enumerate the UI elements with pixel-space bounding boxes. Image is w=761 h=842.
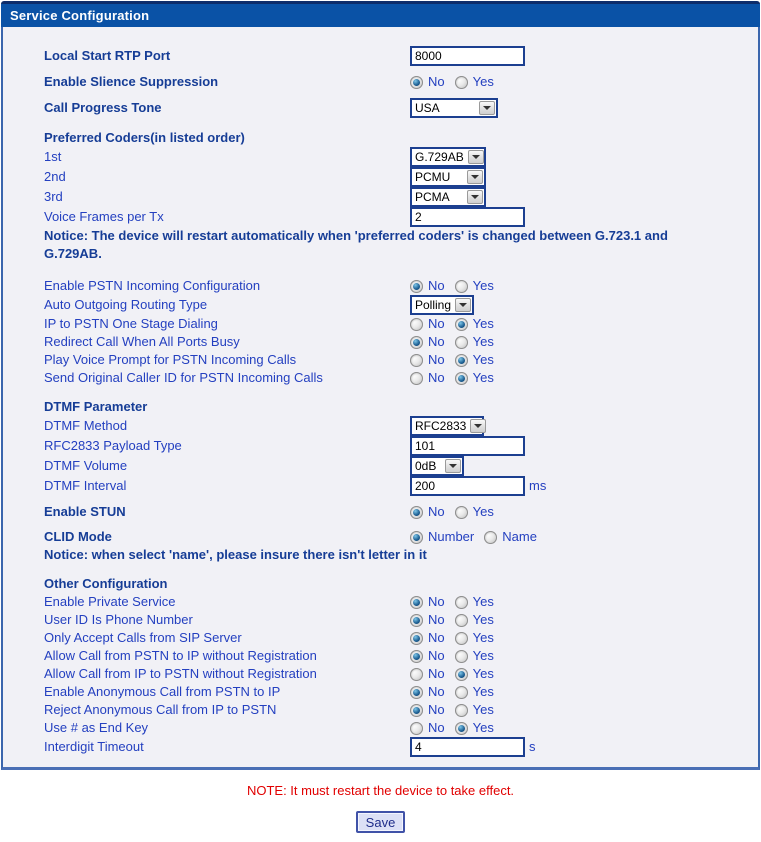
field-label-enable-private-service: Enable Private Service — [44, 594, 176, 609]
field-label-1st: 1st — [44, 149, 62, 164]
field-control-interdigit-timeout — [410, 737, 536, 757]
save-button[interactable]: Save — [356, 811, 406, 833]
field-control-call-progress-tone — [410, 98, 498, 118]
dropdown-arrow-button[interactable] — [455, 298, 471, 312]
row-1st — [3, 147, 758, 167]
row-call-progress-tone — [3, 98, 758, 118]
field-control-user-id-is-phone-number — [410, 611, 504, 629]
redirect-call-when-all-ports-busy-radio-no[interactable] — [410, 336, 423, 349]
field-control-enable-anonymous-call-from-pstn-to-ip — [410, 683, 504, 701]
dtmf-volume-select-value: 0dB — [415, 459, 437, 473]
enable-anonymous-call-from-pstn-to-ip-radio-group — [410, 683, 504, 701]
only-accept-calls-from-sip-server-radio-label-yes: Yes — [472, 630, 494, 645]
field-control-redirect-call-when-all-ports-busy — [410, 333, 504, 351]
field-control-rfc2833-payload-type — [410, 436, 525, 456]
field-label-2nd: 2nd — [44, 169, 66, 184]
send-original-caller-id-for-pstn-incoming-calls-radio-no[interactable] — [410, 372, 423, 385]
row-interdigit-timeout — [3, 737, 758, 757]
row-enable-stun — [3, 503, 758, 521]
dropdown-arrow-button[interactable] — [445, 459, 461, 473]
dtmf-method-select-value: RFC2833 — [415, 419, 467, 433]
enable-private-service-radio-no[interactable] — [410, 596, 423, 609]
field-label-allow-call-from-pstn-to-ip-without-registration: Allow Call from PSTN to IP without Registration — [44, 648, 317, 663]
field-label-dtmf-interval: DTMF Interval — [44, 478, 127, 493]
row-only-accept-calls-from-sip-server — [3, 629, 758, 647]
row-ip-to-pstn-one-stage-dialing — [3, 315, 758, 333]
row-send-original-caller-id-for-pstn-incoming-calls — [3, 369, 758, 387]
row-use-as-end-key — [3, 719, 758, 737]
allow-call-from-pstn-to-ip-without-registration-radio-yes[interactable] — [455, 650, 468, 663]
dtmf-interval-unit-label: ms — [529, 478, 547, 493]
field-control-1st — [410, 147, 486, 167]
3rd-select[interactable] — [410, 187, 486, 207]
section-header-other-configuration — [3, 575, 758, 593]
use-as-end-key-radio-no[interactable] — [410, 722, 423, 735]
field-label-ip-to-pstn-one-stage-dialing: IP to PSTN One Stage Dialing — [44, 316, 218, 331]
enable-anonymous-call-from-pstn-to-ip-radio-no[interactable] — [410, 686, 423, 699]
field-control-clid-mode — [410, 528, 547, 546]
play-voice-prompt-for-pstn-incoming-calls-radio-no[interactable] — [410, 354, 423, 367]
footer — [1, 783, 760, 841]
only-accept-calls-from-sip-server-radio-no[interactable] — [410, 632, 423, 645]
field-label-enable-stun: Enable STUN — [44, 504, 126, 519]
enable-private-service-radio-yes[interactable] — [455, 596, 468, 609]
row-enable-anonymous-call-from-pstn-to-ip — [3, 683, 758, 701]
enable-slience-suppression-radio-no[interactable] — [410, 76, 423, 89]
enable-pstn-incoming-configuration-radio-label-no: No — [428, 278, 445, 293]
enable-stun-radio-group — [410, 503, 504, 521]
field-control-send-original-caller-id-for-pstn-incoming-calls — [410, 369, 504, 387]
enable-private-service-radio-label-yes: Yes — [472, 594, 494, 609]
enable-anonymous-call-from-pstn-to-ip-radio-label-no: No — [428, 684, 445, 699]
clid-mode-radio-label-name: Name — [502, 529, 537, 544]
row-2nd — [3, 167, 758, 187]
row-enable-slience-suppression — [3, 73, 758, 91]
dropdown-arrow-button[interactable] — [467, 170, 483, 184]
field-label-send-original-caller-id-for-pstn-incoming-calls: Send Original Caller ID for PSTN Incoming Calls — [44, 370, 323, 385]
field-control-dtmf-volume — [410, 456, 464, 476]
send-original-caller-id-for-pstn-incoming-calls-radio-label-no: No — [428, 370, 445, 385]
interdigit-timeout-unit-label: s — [529, 739, 536, 754]
chevron-down-icon — [471, 175, 479, 179]
user-id-is-phone-number-radio-label-no: No — [428, 612, 445, 627]
ip-to-pstn-one-stage-dialing-radio-no[interactable] — [410, 318, 423, 331]
field-label-play-voice-prompt-for-pstn-incoming-calls: Play Voice Prompt for PSTN Incoming Calls — [44, 352, 297, 367]
redirect-call-when-all-ports-busy-radio-label-no: No — [428, 334, 445, 349]
call-progress-tone-select-value: USA — [415, 101, 440, 115]
use-as-end-key-radio-label-yes: Yes — [472, 720, 494, 735]
field-label-enable-slience-suppression: Enable Slience Suppression — [44, 74, 219, 89]
notice-notice-when-select-name-please-insure-there-isn-t-letter-in-it — [3, 546, 758, 564]
row-user-id-is-phone-number — [3, 611, 758, 629]
call-progress-tone-select[interactable] — [410, 98, 498, 118]
page-title: Service Configuration — [10, 8, 150, 23]
allow-call-from-pstn-to-ip-without-registration-radio-label-no: No — [428, 648, 445, 663]
reject-anonymous-call-from-ip-to-pstn-radio-group — [410, 701, 504, 719]
field-control-enable-stun — [410, 503, 504, 521]
only-accept-calls-from-sip-server-radio-label-no: No — [428, 630, 445, 645]
enable-private-service-radio-group — [410, 593, 504, 611]
enable-slience-suppression-radio-yes[interactable] — [455, 76, 468, 89]
notice-text: Notice: when select 'name', please insure there isn't letter in it — [44, 547, 427, 562]
restart-note: NOTE: It must restart the device to take effect. — [246, 783, 515, 798]
field-control-play-voice-prompt-for-pstn-incoming-calls — [410, 351, 504, 369]
enable-pstn-incoming-configuration-radio-group — [410, 277, 504, 295]
ip-to-pstn-one-stage-dialing-radio-yes[interactable] — [455, 318, 468, 331]
enable-anonymous-call-from-pstn-to-ip-radio-yes[interactable] — [455, 686, 468, 699]
play-voice-prompt-for-pstn-incoming-calls-radio-group — [410, 351, 504, 369]
use-as-end-key-radio-label-no: No — [428, 720, 445, 735]
row-3rd — [3, 187, 758, 207]
field-label-user-id-is-phone-number: User ID Is Phone Number — [44, 612, 193, 627]
redirect-call-when-all-ports-busy-radio-label-yes: Yes — [472, 334, 494, 349]
field-control-allow-call-from-ip-to-pstn-without-registration — [410, 665, 504, 683]
allow-call-from-ip-to-pstn-without-registration-radio-group — [410, 665, 504, 683]
form-rows — [3, 46, 758, 757]
enable-anonymous-call-from-pstn-to-ip-radio-label-yes: Yes — [472, 684, 494, 699]
field-label-clid-mode: CLID Mode — [44, 529, 112, 544]
field-label-interdigit-timeout: Interdigit Timeout — [44, 739, 144, 754]
field-control-enable-private-service — [410, 593, 504, 611]
dtmf-method-select[interactable] — [410, 416, 484, 436]
field-label-call-progress-tone: Call Progress Tone — [44, 100, 162, 115]
enable-stun-radio-yes[interactable] — [455, 506, 468, 519]
allow-call-from-ip-to-pstn-without-registration-radio-label-no: No — [428, 666, 445, 681]
chevron-down-icon — [474, 424, 482, 428]
ip-to-pstn-one-stage-dialing-radio-group — [410, 315, 504, 333]
dropdown-arrow-button[interactable] — [468, 150, 484, 164]
section-header-dtmf-parameter — [3, 398, 758, 416]
row-enable-pstn-incoming-configuration — [3, 277, 758, 295]
field-control-voice-frames-per-tx — [410, 207, 525, 227]
row-clid-mode — [3, 528, 758, 546]
2nd-select-value: PCMU — [415, 170, 451, 184]
local-start-rtp-port-input[interactable] — [410, 46, 525, 66]
field-control-local-start-rtp-port — [410, 46, 525, 66]
field-label-allow-call-from-ip-to-pstn-without-registration: Allow Call from IP to PSTN without Registration — [44, 666, 317, 681]
user-id-is-phone-number-radio-group — [410, 611, 504, 629]
row-dtmf-volume — [3, 456, 758, 476]
chevron-down-icon — [483, 106, 491, 110]
field-label-enable-pstn-incoming-configuration: Enable PSTN Incoming Configuration — [44, 278, 261, 293]
clid-mode-radio-label-number: Number — [428, 529, 475, 544]
field-control-3rd — [410, 187, 486, 207]
enable-stun-radio-label-yes: Yes — [472, 504, 494, 519]
clid-mode-radio-group — [410, 528, 547, 546]
enable-slience-suppression-radio-group — [410, 73, 504, 91]
field-control-dtmf-method — [410, 416, 484, 436]
enable-slience-suppression-radio-label-yes: Yes — [472, 74, 494, 89]
field-label-3rd: 3rd — [44, 189, 63, 204]
row-rfc2833-payload-type — [3, 436, 758, 456]
row-dtmf-method — [3, 416, 758, 436]
user-id-is-phone-number-radio-no[interactable] — [410, 614, 423, 627]
field-label-voice-frames-per-tx: Voice Frames per Tx — [44, 209, 164, 224]
rfc2833-payload-type-input[interactable] — [410, 436, 525, 456]
allow-call-from-pstn-to-ip-without-registration-radio-no[interactable] — [410, 650, 423, 663]
reject-anonymous-call-from-ip-to-pstn-radio-label-no: No — [428, 702, 445, 717]
redirect-call-when-all-ports-busy-radio-group — [410, 333, 504, 351]
enable-pstn-incoming-configuration-radio-no[interactable] — [410, 280, 423, 293]
allow-call-from-ip-to-pstn-without-registration-radio-label-yes: Yes — [472, 666, 494, 681]
allow-call-from-ip-to-pstn-without-registration-radio-no[interactable] — [410, 668, 423, 681]
row-redirect-call-when-all-ports-busy — [3, 333, 758, 351]
field-label-local-start-rtp-port: Local Start RTP Port — [44, 48, 171, 63]
clid-mode-radio-number[interactable] — [410, 531, 423, 544]
allow-call-from-pstn-to-ip-without-registration-radio-group — [410, 647, 504, 665]
row-allow-call-from-ip-to-pstn-without-registration — [3, 665, 758, 683]
enable-stun-radio-label-no: No — [428, 504, 445, 519]
chevron-down-icon — [472, 155, 480, 159]
dropdown-arrow-button[interactable] — [467, 190, 483, 204]
field-control-use-as-end-key — [410, 719, 504, 737]
field-label-rfc2833-payload-type: RFC2833 Payload Type — [44, 438, 182, 453]
send-original-caller-id-for-pstn-incoming-calls-radio-label-yes: Yes — [472, 370, 494, 385]
chevron-down-icon — [449, 464, 457, 468]
1st-select[interactable] — [410, 147, 486, 167]
auto-outgoing-routing-type-select[interactable] — [410, 295, 474, 315]
dropdown-arrow-button[interactable] — [470, 419, 486, 433]
enable-private-service-radio-label-no: No — [428, 594, 445, 609]
dtmf-interval-input[interactable] — [410, 476, 525, 496]
redirect-call-when-all-ports-busy-radio-yes[interactable] — [455, 336, 468, 349]
allow-call-from-ip-to-pstn-without-registration-radio-yes[interactable] — [455, 668, 468, 681]
row-voice-frames-per-tx — [3, 207, 758, 227]
row-auto-outgoing-routing-type — [3, 295, 758, 315]
row-reject-anonymous-call-from-ip-to-pstn — [3, 701, 758, 719]
section-title: Other Configuration — [44, 576, 168, 591]
play-voice-prompt-for-pstn-incoming-calls-radio-label-yes: Yes — [472, 352, 494, 367]
ip-to-pstn-one-stage-dialing-radio-label-no: No — [428, 316, 445, 331]
notice-text: Notice: The device will restart automatically when 'preferred coders' is changed between G.723.1 and G.729AB. — [44, 228, 668, 261]
section-title: DTMF Parameter — [44, 399, 148, 414]
field-label-use-as-end-key: Use # as End Key — [44, 720, 149, 735]
field-control-auto-outgoing-routing-type — [410, 295, 474, 315]
service-configuration-panel — [1, 27, 760, 770]
enable-stun-radio-no[interactable] — [410, 506, 423, 519]
allow-call-from-pstn-to-ip-without-registration-radio-label-yes: Yes — [472, 648, 494, 663]
field-control-allow-call-from-pstn-to-ip-without-registration — [410, 647, 504, 665]
only-accept-calls-from-sip-server-radio-group — [410, 629, 504, 647]
field-control-reject-anonymous-call-from-ip-to-pstn — [410, 701, 504, 719]
only-accept-calls-from-sip-server-radio-yes[interactable] — [455, 632, 468, 645]
use-as-end-key-radio-yes[interactable] — [455, 722, 468, 735]
section-header-preferred-coders-in-listed-order — [3, 129, 758, 147]
enable-slience-suppression-radio-label-no: No — [428, 74, 445, 89]
use-as-end-key-radio-group — [410, 719, 504, 737]
clid-mode-radio-name[interactable] — [484, 531, 497, 544]
voice-frames-per-tx-input[interactable] — [410, 207, 525, 227]
section-title: Preferred Coders(in listed order) — [44, 130, 245, 145]
user-id-is-phone-number-radio-label-yes: Yes — [472, 612, 494, 627]
row-allow-call-from-pstn-to-ip-without-registration — [3, 647, 758, 665]
play-voice-prompt-for-pstn-incoming-calls-radio-yes[interactable] — [455, 354, 468, 367]
chevron-down-icon — [459, 303, 467, 307]
field-label-enable-anonymous-call-from-pstn-to-ip: Enable Anonymous Call from PSTN to IP — [44, 684, 281, 699]
reject-anonymous-call-from-ip-to-pstn-radio-label-yes: Yes — [472, 702, 494, 717]
field-control-2nd — [410, 167, 486, 187]
auto-outgoing-routing-type-select-value: Polling — [415, 298, 452, 312]
field-label-redirect-call-when-all-ports-busy: Redirect Call When All Ports Busy — [44, 334, 240, 349]
field-control-ip-to-pstn-one-stage-dialing — [410, 315, 504, 333]
play-voice-prompt-for-pstn-incoming-calls-radio-label-no: No — [428, 352, 445, 367]
row-enable-private-service — [3, 593, 758, 611]
chevron-down-icon — [471, 195, 479, 199]
field-label-auto-outgoing-routing-type: Auto Outgoing Routing Type — [44, 297, 208, 312]
ip-to-pstn-one-stage-dialing-radio-label-yes: Yes — [472, 316, 494, 331]
field-control-enable-pstn-incoming-configuration — [410, 277, 504, 295]
row-play-voice-prompt-for-pstn-incoming-calls — [3, 351, 758, 369]
dropdown-arrow-button[interactable] — [479, 101, 495, 115]
row-local-start-rtp-port — [3, 46, 758, 66]
field-control-dtmf-interval — [410, 476, 546, 496]
reject-anonymous-call-from-ip-to-pstn-radio-no[interactable] — [410, 704, 423, 717]
user-id-is-phone-number-radio-yes[interactable] — [455, 614, 468, 627]
field-label-only-accept-calls-from-sip-server: Only Accept Calls from SIP Server — [44, 630, 242, 645]
field-label-dtmf-method: DTMF Method — [44, 418, 128, 433]
3rd-select-value: PCMA — [415, 190, 450, 204]
row-dtmf-interval — [3, 476, 758, 496]
interdigit-timeout-input[interactable] — [410, 737, 525, 757]
send-original-caller-id-for-pstn-incoming-calls-radio-yes[interactable] — [455, 372, 468, 385]
field-label-dtmf-volume: DTMF Volume — [44, 458, 128, 473]
titlebar — [1, 1, 760, 27]
field-label-reject-anonymous-call-from-ip-to-pstn: Reject Anonymous Call from IP to PSTN — [44, 702, 277, 717]
reject-anonymous-call-from-ip-to-pstn-radio-yes[interactable] — [455, 704, 468, 717]
enable-pstn-incoming-configuration-radio-label-yes: Yes — [472, 278, 494, 293]
field-control-enable-slience-suppression — [410, 73, 504, 91]
notice-notice-the-device-will-restart-automatically-when-preferred-coders-is-changed-between-g-723-1-and-g-729ab — [3, 227, 758, 263]
dtmf-volume-select[interactable] — [410, 456, 464, 476]
field-control-only-accept-calls-from-sip-server — [410, 629, 504, 647]
2nd-select[interactable] — [410, 167, 486, 187]
send-original-caller-id-for-pstn-incoming-calls-radio-group — [410, 369, 504, 387]
1st-select-value: G.729AB — [415, 150, 464, 164]
enable-pstn-incoming-configuration-radio-yes[interactable] — [455, 280, 468, 293]
